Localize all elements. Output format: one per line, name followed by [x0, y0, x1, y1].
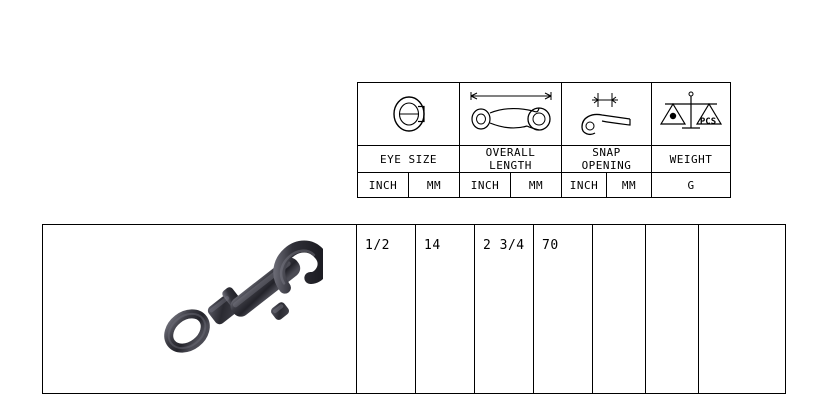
product-row-table — [42, 224, 786, 394]
snap-opening-unit-mm: MM — [607, 173, 652, 198]
value-weight-g — [699, 225, 786, 394]
spec-name-row — [358, 146, 731, 173]
value-eye-size-mm: 14 — [416, 225, 475, 394]
eye-size-unit-mm: MM — [409, 173, 460, 198]
overall-length-label: OVERALL LENGTH — [460, 146, 562, 173]
value-snap-opening-mm — [646, 225, 699, 394]
overall-length-unit-inch: INCH — [460, 173, 511, 198]
overall-length-icon — [460, 83, 561, 145]
spec-icon-row — [358, 83, 731, 146]
value-overall-length-mm: 70 — [534, 225, 593, 394]
weight-icon-pcs-text: PCS — [699, 117, 717, 127]
specification-header-table — [357, 82, 731, 198]
eye-size-label: EYE SIZE — [358, 146, 460, 173]
snap-opening-icon-cell — [562, 83, 652, 146]
overall-length-icon-cell — [460, 83, 562, 146]
value-snap-opening-inch — [593, 225, 646, 394]
value-overall-length-inch: 2 3/4 — [475, 225, 534, 394]
weight-scale-icon — [652, 83, 730, 145]
value-eye-size-inch: 1/2 — [357, 225, 416, 394]
eye-size-icon-cell — [358, 83, 460, 146]
eye-size-icon — [358, 83, 459, 145]
swivel-snap-hook-photo — [43, 225, 356, 393]
eye-size-unit-inch: INCH — [358, 173, 409, 198]
snap-opening-unit-inch: INCH — [562, 173, 607, 198]
overall-length-unit-mm: MM — [511, 173, 562, 198]
weight-label: WEIGHT — [652, 146, 731, 173]
snap-opening-label: SNAP OPENING — [562, 146, 652, 173]
table-row — [43, 225, 786, 394]
weight-unit-g: G — [652, 173, 731, 198]
product-image-cell — [43, 225, 357, 394]
snap-opening-icon — [562, 83, 651, 145]
weight-icon-cell — [652, 83, 731, 146]
spec-unit-row — [358, 173, 731, 198]
